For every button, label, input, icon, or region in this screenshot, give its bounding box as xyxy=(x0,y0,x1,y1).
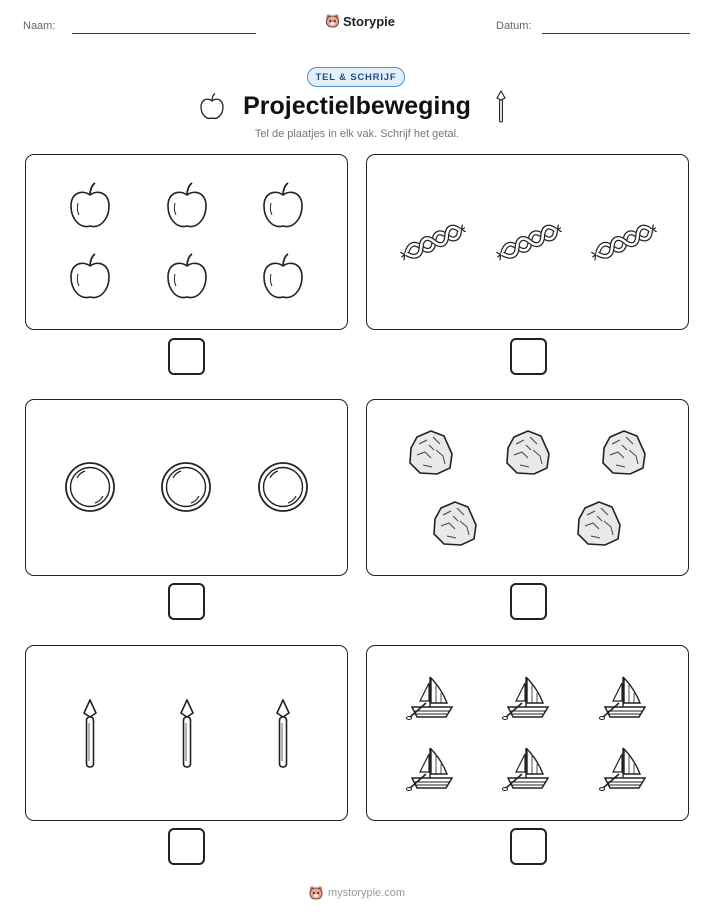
ring-icon xyxy=(162,463,210,511)
page-title: Projectielbeweging xyxy=(243,92,471,120)
boat-icon xyxy=(503,748,549,791)
brand-logo xyxy=(325,13,395,29)
instructions: Tel de plaatjes in elk vak. Schrijf het getal. xyxy=(254,128,460,140)
answer-box-ropes[interactable] xyxy=(510,338,547,375)
date-label: Datum: xyxy=(496,20,532,32)
rope-icon xyxy=(399,222,468,261)
rock-icon xyxy=(410,431,452,474)
rock-icon xyxy=(578,502,620,545)
answer-box-rocks[interactable] xyxy=(510,583,547,620)
ring-group xyxy=(26,400,349,577)
footer-url[interactable]: mystorypie.com xyxy=(328,887,406,899)
spear-icon xyxy=(181,700,193,767)
count-card-ropes xyxy=(366,154,689,330)
answer-box-rings[interactable] xyxy=(168,583,205,620)
spear-icon xyxy=(277,700,289,767)
rock-group xyxy=(367,400,690,577)
boat-icon xyxy=(600,748,646,791)
boat-icon xyxy=(600,677,646,720)
boat-icon xyxy=(503,677,549,720)
storypie-mascot-icon xyxy=(308,885,324,901)
footer xyxy=(308,885,405,901)
ring-icon xyxy=(259,463,307,511)
apple-group xyxy=(26,155,349,331)
boat-icon xyxy=(407,677,453,720)
date-line[interactable] xyxy=(542,33,690,34)
count-card-rocks xyxy=(366,399,689,576)
apple-icon xyxy=(168,183,206,227)
rope-group xyxy=(367,155,690,331)
apple-icon xyxy=(71,183,109,227)
rope-icon xyxy=(495,222,564,261)
boat-group xyxy=(367,646,690,822)
rock-icon xyxy=(434,502,476,545)
apple-icon xyxy=(168,254,206,298)
apple-icon xyxy=(264,254,302,298)
name-line[interactable] xyxy=(72,33,256,34)
brand-name: Storypie xyxy=(343,13,396,29)
count-card-rings xyxy=(25,399,348,576)
spear-icon xyxy=(494,90,508,124)
storypie-mascot-icon xyxy=(325,13,340,29)
spear-group xyxy=(26,646,349,822)
rock-icon xyxy=(507,431,549,474)
rock-icon xyxy=(603,431,645,474)
category-badge: TEL & SCHRIJF xyxy=(307,67,405,87)
answer-box-apples[interactable] xyxy=(168,338,205,375)
answer-box-boats[interactable] xyxy=(510,828,547,865)
answer-box-spears[interactable] xyxy=(168,828,205,865)
count-card-apples xyxy=(25,154,348,330)
count-card-spears xyxy=(25,645,348,821)
boat-icon xyxy=(407,748,453,791)
apple-icon xyxy=(264,183,302,227)
spear-icon xyxy=(84,700,96,767)
apple-icon xyxy=(71,254,109,298)
count-card-boats xyxy=(366,645,689,821)
name-label: Naam: xyxy=(23,20,56,32)
rope-icon xyxy=(590,222,659,261)
ring-icon xyxy=(66,463,114,511)
